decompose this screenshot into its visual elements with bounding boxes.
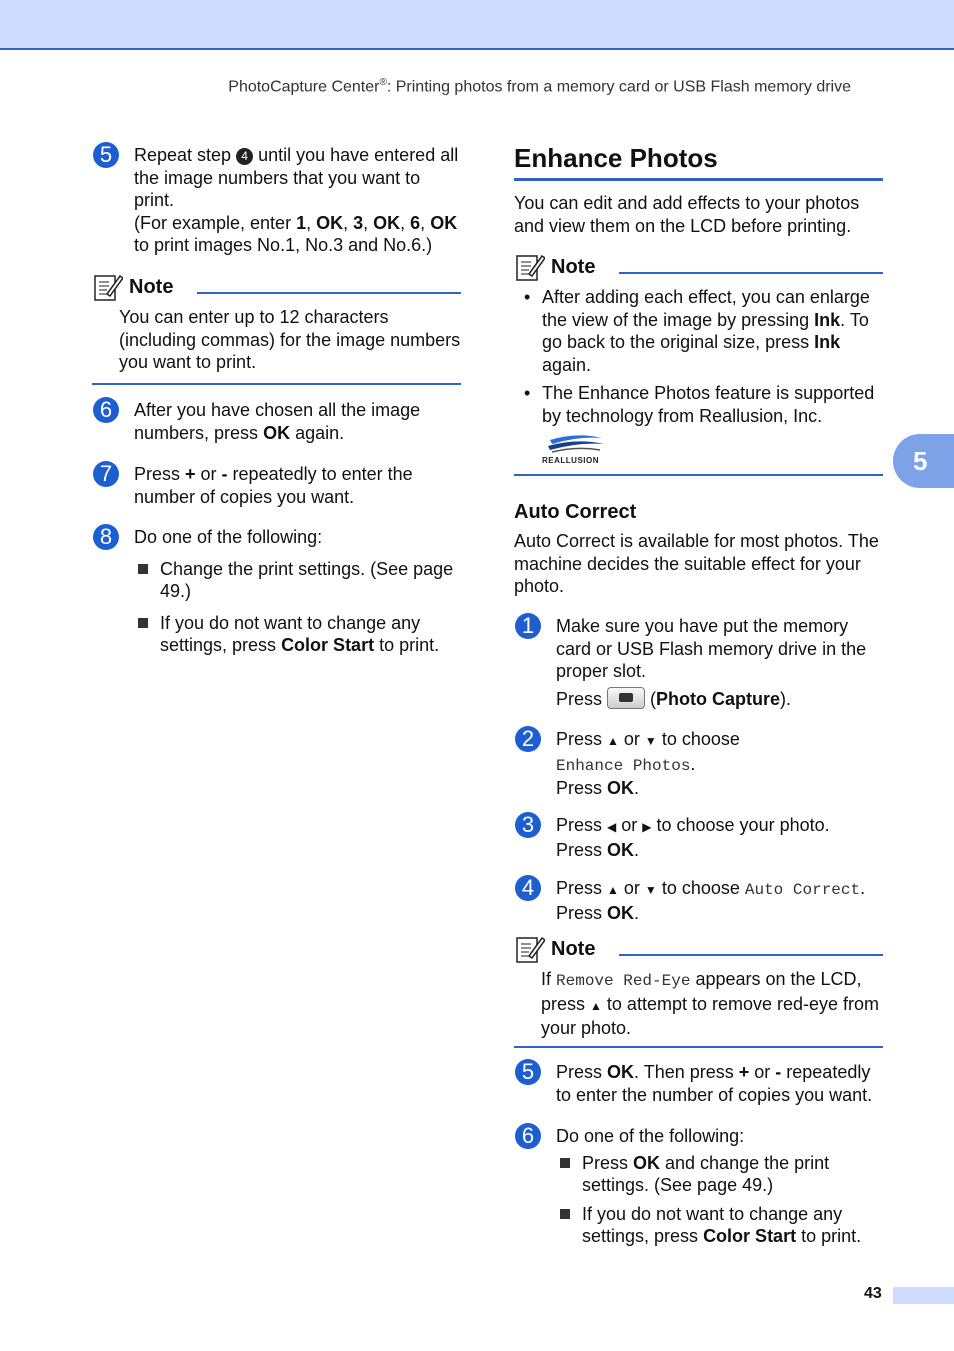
chapter-tab: 5 xyxy=(893,434,954,488)
option-item: If you do not want to change any settings, press Color Start to print. xyxy=(134,612,464,657)
down-arrow-icon: ▼ xyxy=(644,883,657,897)
note-rule xyxy=(619,954,883,956)
step-number: 3 xyxy=(515,812,541,838)
note-title: Note xyxy=(551,938,596,960)
step-ref-circle: 4 xyxy=(236,148,253,165)
right-note-2 xyxy=(515,934,883,1040)
note-end-rule xyxy=(514,1046,883,1048)
step-number: 2 xyxy=(515,726,541,752)
step-number: 5 xyxy=(93,142,119,168)
right-step-2: 2 Press ▲ or ▼ to choose Enhance Photos. Press OK. xyxy=(514,728,886,800)
subsection-intro: Auto Correct is available for most photos. The machine decides the suitable effect for your photo. xyxy=(514,531,879,597)
up-arrow-icon: ▲ xyxy=(590,998,602,1013)
step-number: 4 xyxy=(515,875,541,901)
photo-capture-button-icon xyxy=(607,687,645,709)
note-title: Note xyxy=(129,276,174,298)
step-number: 1 xyxy=(515,613,541,639)
step-7: 7 Press + or - repeatedly to enter the number of copies you want. xyxy=(92,463,464,508)
option-item: Change the print settings. (See page 49.) xyxy=(134,558,464,603)
step-8: 8 Do one of the following: Change the print settings. (See page 49.) If you do not want to change any settings, press Color Start to print. xyxy=(92,526,464,657)
right-step-3: 3 Press ◀ or ▶ to choose your photo. Press OK. xyxy=(514,814,886,861)
note-end-rule xyxy=(514,474,883,476)
note-text: You can enter up to 12 characters (including commas) for the image numbers you want to print. xyxy=(119,307,461,373)
square-bullet-icon xyxy=(560,1158,570,1168)
reallusion-swoosh-icon xyxy=(542,434,612,456)
right-step-5: 5 Press OK. Then press + or - repeatedly to enter the number of copies you want. xyxy=(514,1061,886,1106)
right-note-1 xyxy=(515,252,883,466)
option-item: Press OK and change the print settings. (See page 49.) xyxy=(556,1152,886,1197)
square-bullet-icon xyxy=(560,1209,570,1219)
note-end-rule xyxy=(92,383,461,385)
right-arrow-icon: ▶ xyxy=(642,820,652,834)
up-arrow-icon: ▲ xyxy=(607,883,619,897)
page-number-bar xyxy=(893,1287,954,1304)
page-number: 43 xyxy=(864,1285,882,1302)
running-header: PhotoCapture Center®: Printing photos from a memory card or USB Flash memory drive xyxy=(228,77,851,96)
step-6: 6 After you have chosen all the image numbers, press OK again. xyxy=(92,399,464,444)
note-pencil-icon xyxy=(93,272,123,302)
option-item: If you do not want to change any settings, press Color Start to print. xyxy=(556,1203,886,1248)
square-bullet-icon xyxy=(138,618,148,628)
left-note xyxy=(93,272,461,374)
step-number: 6 xyxy=(93,397,119,423)
step-5: 5 Repeat step 4 until you have entered all the image numbers that you want to print. (For example, enter 1, OK, 3, OK, 6, OK to print images No.1, No.3 and No.6.) xyxy=(92,144,464,257)
note-title: Note xyxy=(551,256,596,278)
left-arrow-icon: ◀ xyxy=(607,820,617,834)
note-bullet: • After adding each effect, you can enlarge the view of the image by pressing Ink. To go back to the original size, press Ink again. xyxy=(524,287,870,375)
step-number: 6 xyxy=(515,1123,541,1149)
right-step-1: 1 Make sure you have put the memory card or USB Flash memory drive in the proper slot. Press (Photo Capture). xyxy=(514,615,886,710)
step-number: 8 xyxy=(93,524,119,550)
note-text: If Remove Red-Eye appears on the LCD, press ▲ to attempt to remove red-eye from your photo. xyxy=(541,969,880,1039)
right-step-4: 4 Press ▲ or ▼ to choose Auto Correct. Press OK. xyxy=(514,877,886,924)
up-arrow-icon: ▲ xyxy=(607,734,619,748)
step-number: 5 xyxy=(515,1059,541,1085)
top-banner xyxy=(0,0,954,50)
square-bullet-icon xyxy=(138,564,148,574)
section-title: Enhance Photos xyxy=(514,143,718,173)
note-bullet: • The Enhance Photos feature is supported by technology from Reallusion, Inc. xyxy=(524,383,875,426)
note-rule xyxy=(197,292,461,294)
note-rule xyxy=(619,272,883,274)
note-pencil-icon xyxy=(515,252,545,282)
down-arrow-icon: ▼ xyxy=(644,734,657,748)
section-intro: You can edit and add effects to your photos and view them on the LCD before printing. xyxy=(514,193,860,236)
title-rule xyxy=(514,178,883,181)
subsection-title: Auto Correct xyxy=(514,501,637,523)
reallusion-logo: REALLUSION xyxy=(542,434,612,466)
step-number: 7 xyxy=(93,461,119,487)
right-step-6: 6 Do one of the following: Press OK and change the print settings. (See page 49.) If you do not want to change any settings, press Color Start to print. xyxy=(514,1125,886,1248)
left-column xyxy=(92,144,464,257)
note-pencil-icon xyxy=(515,934,545,964)
